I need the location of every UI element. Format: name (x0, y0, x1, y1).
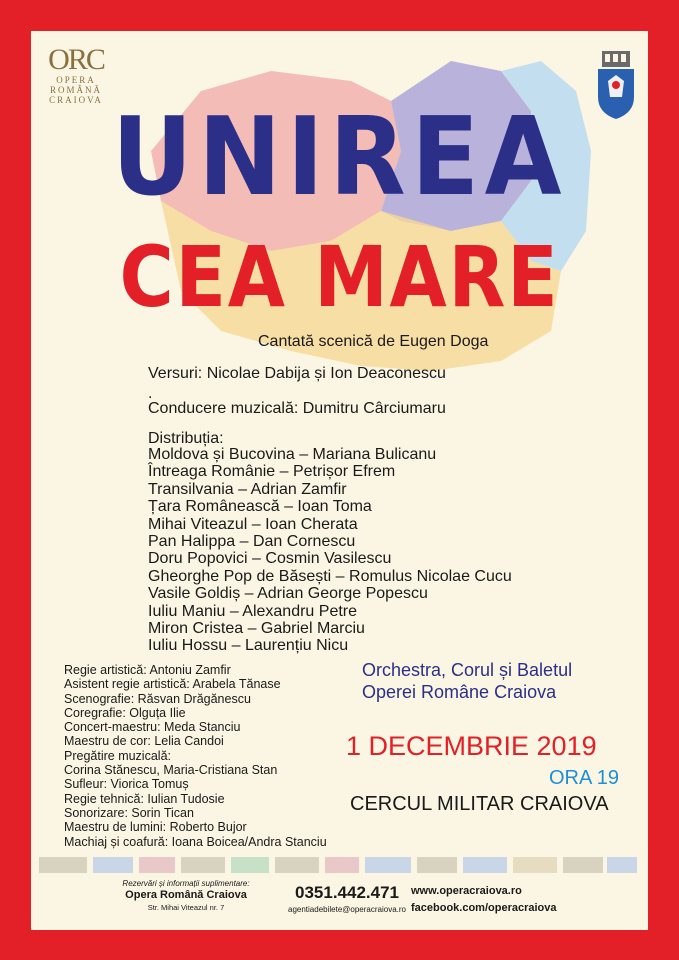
distributie-label: Distribuția: (148, 430, 224, 447)
cast-item: Doru Popovici – Cosmin Vasilescu (148, 550, 392, 568)
event-time: ORA 19 (549, 767, 620, 789)
footer-reservations (86, 879, 286, 913)
title-line1: UNIREA (111, 95, 568, 220)
subtitle: Cantată scenică de Eugen Doga (258, 333, 489, 350)
phone-number: 0351.442.471 (295, 883, 399, 902)
cast-item: Gheorghe Pop de Băsești – Romulus Nicolae Cucu (148, 567, 512, 585)
poster-paper (31, 31, 648, 930)
website-link[interactable]: www.operacraiova.ro (411, 885, 522, 897)
cast-item: Iuliu Hossu – Laurențiu Nicu (148, 637, 349, 655)
credit-item: Pregătire muzicală: (64, 748, 171, 763)
logo-line1: OPERA (56, 75, 96, 85)
conducere-muzicala: Conducere muzicală: Dumitru Cârciumaru (148, 400, 446, 417)
event-venue: CERCUL MILITAR CRAIOVA (350, 793, 609, 815)
credit-item: Maestru de lumini: Roberto Bujor (64, 820, 247, 835)
orchestra-line2: Operei Române Craiova (362, 682, 557, 702)
credit-item: Regie artistică: Antoniu Zamfir (64, 663, 231, 677)
cast-item: Transilvania – Adrian Zamfir (148, 480, 347, 498)
separator-dot: . (148, 385, 153, 402)
credit-item: Asistent regie artistică: Arabela Tănase (64, 677, 281, 692)
logo-line2: ROMÂNĂ (49, 85, 102, 95)
cast-item: Iuliu Maniu – Alexandru Petre (148, 602, 358, 620)
cast-item: Întreaga Românie – Petrișor Efrem (148, 463, 396, 481)
versuri: Versuri: Nicolae Dabija și Ion Deaconescu (148, 365, 446, 382)
cast-list (148, 446, 512, 655)
credit-item: Regie tehnică: Iulian Tudosie (64, 791, 225, 806)
logo-line3: CRAIOVA (49, 95, 103, 105)
cast-item: Pan Halippa – Dan Cornescu (148, 533, 356, 551)
orchestra-credit (362, 659, 572, 703)
credit-item: Corina Stănescu, Maria-Cristiana Stan (64, 763, 278, 778)
credit-item: Sufleur: Viorica Tomuș (64, 777, 189, 792)
credit-item: Maestru de cor: Lelia Candoi (64, 734, 224, 749)
credit-item: Concert-maestru: Meda Stanciu (64, 720, 241, 735)
credit-item: Machiaj și coafură: Ioana Boicea/Andra Stanciu (64, 834, 327, 849)
credit-item: Coregrafie: Olguța Ilie (64, 705, 186, 720)
credit-item: Sonorizare: Sorin Tican (64, 805, 194, 820)
credits-list (64, 663, 327, 849)
title-line2: CEA MARE (119, 228, 560, 326)
credit-item: Scenografie: Răsvan Drăgănescu (64, 691, 251, 706)
organization-name: Opera Română Craiova (125, 889, 247, 901)
logo-monogram: ORC (48, 43, 104, 76)
cast-item: Mihai Viteazul – Ioan Cherata (148, 515, 358, 533)
organization-address: Str. Mihai Viteazul nr. 7 (147, 903, 225, 912)
cast-item: Vasile Goldiș – Adrian George Popescu (148, 585, 428, 603)
orchestra-line1: Orchestra, Corul și Baletul (362, 660, 573, 680)
event-date: 1 DECEMBRIE 2019 (346, 731, 597, 761)
email-address: agentiadebilete@operacraiova.ro (288, 905, 406, 914)
cast-item: Țara Românească – Ioan Toma (148, 498, 372, 516)
cast-item: Moldova și Bucovina – Mariana Bulicanu (148, 446, 437, 463)
cast-item: Miron Cristea – Gabriel Marciu (148, 620, 365, 638)
reservations-label: Rezervări și informații suplimentare: (122, 879, 250, 888)
sponsor-logos-strip (39, 853, 640, 877)
facebook-link[interactable]: facebook.com/operacraiova (411, 902, 557, 914)
